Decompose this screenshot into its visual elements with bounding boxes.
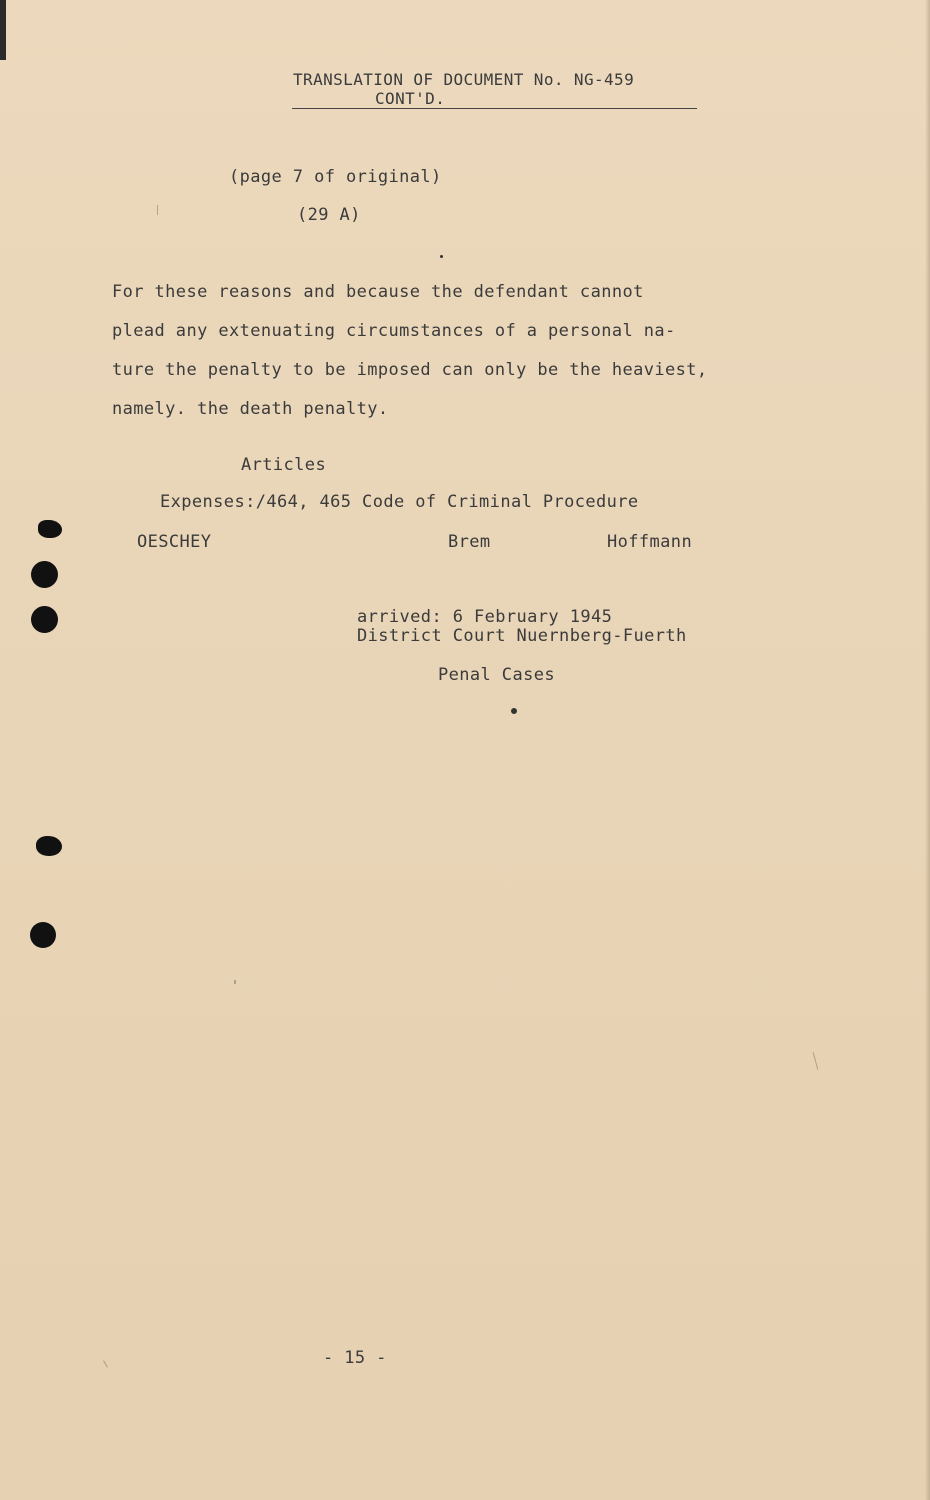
paper-speck <box>234 980 236 984</box>
punch-hole <box>38 520 62 538</box>
body-line: For these reasons and because the defendant cannot <box>112 282 644 302</box>
ink-dot <box>511 708 517 714</box>
document-title: TRANSLATION OF DOCUMENT No. NG-459 <box>293 70 635 89</box>
page-edge-shadow <box>0 0 6 60</box>
page-edge-shade <box>925 0 930 1500</box>
body-line: ture the penalty to be imposed can only be the heaviest, <box>112 360 708 380</box>
body-line: namely. the death penalty. <box>112 399 389 419</box>
signature-oeschey: OESCHEY <box>137 532 212 552</box>
page-number: - 15 - <box>323 1348 387 1368</box>
original-page-number: (29 A) <box>297 205 361 225</box>
arrival-date: arrived: 6 February 1945 <box>357 607 613 627</box>
original-page-reference: (page 7 of original) <box>229 167 442 187</box>
paper-speck <box>157 205 158 215</box>
court-name: District Court Nuernberg-Fuerth <box>357 626 687 646</box>
punch-hole <box>36 836 62 856</box>
signature-hoffmann: Hoffmann <box>607 532 693 552</box>
signature-brem: Brem <box>448 532 491 552</box>
punch-hole <box>31 561 58 588</box>
body-line: plead any extenuating circumstances of a personal na- <box>112 321 676 341</box>
header-underline <box>292 108 697 109</box>
paper-speck <box>813 1052 819 1070</box>
paper-speck <box>103 1360 108 1367</box>
punch-hole <box>30 922 56 948</box>
department-label: Penal Cases <box>438 665 555 685</box>
expenses-line: Expenses:/464, 465 Code of Criminal Procedure <box>160 492 639 512</box>
document-subtitle: CONT'D. <box>375 89 446 108</box>
articles-label: Articles <box>241 455 327 475</box>
ink-dot <box>440 255 443 258</box>
punch-hole <box>31 606 58 633</box>
body-paragraph <box>112 281 772 437</box>
